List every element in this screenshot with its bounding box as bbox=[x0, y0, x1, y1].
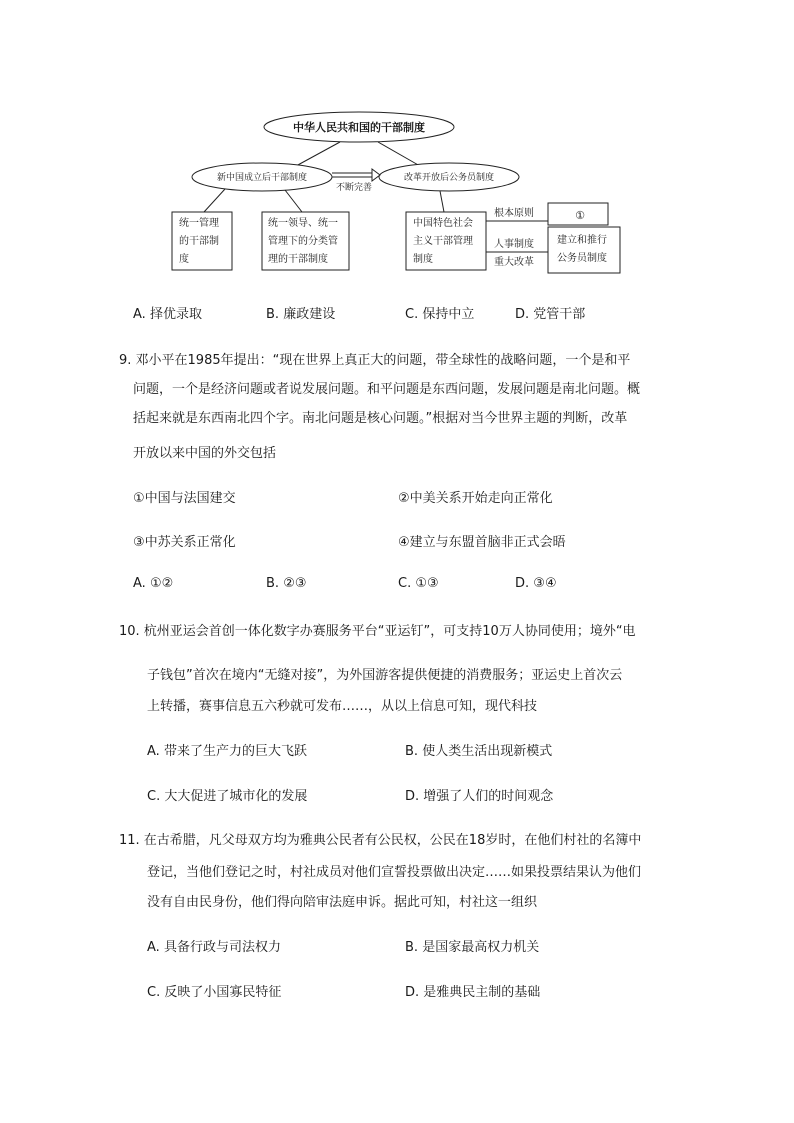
option-letter: C. bbox=[398, 576, 412, 591]
option-letter: D. bbox=[515, 307, 530, 322]
connector-left bbox=[296, 142, 340, 166]
q9-line: 9. 邓小平在1985年提出：“现在世界上真正大的问题，带全球性的战略问题，一个是和平 bbox=[119, 353, 631, 368]
reform-label-1: 人事制度 bbox=[494, 239, 534, 250]
connector-right bbox=[378, 142, 420, 166]
box2-text bbox=[268, 215, 338, 269]
principle-label: 根本原则 bbox=[494, 208, 534, 219]
connector-box2 bbox=[285, 190, 302, 212]
q10-line: 10. 杭州亚运会首创一体化数字办赛服务平台“亚运钉”，可支持10万人协同使用；境外“电 bbox=[119, 624, 636, 639]
q11-line: 没有自由民身份，他们得向陪审法庭申诉。据此可知，村社这一组织 bbox=[147, 895, 538, 910]
option-letter: C. bbox=[405, 307, 419, 322]
left-ellipse-label: 新中国成立后干部制度 bbox=[216, 173, 308, 183]
option-text: ①② bbox=[149, 576, 174, 591]
q11-line: 11. 在古希腊，凡父母双方均为雅典公民者有公民权，公民在18岁时，在他们村社的名簿中 bbox=[119, 833, 642, 848]
option-letter: A. bbox=[133, 576, 146, 591]
box2-line: 理的干部制度 bbox=[268, 254, 328, 265]
option-letter: A. bbox=[133, 307, 146, 322]
top-ellipse-label: 中华人民共和国的干部制度 bbox=[293, 121, 425, 134]
q9-option-a[interactable] bbox=[133, 576, 173, 591]
q9-option-b[interactable] bbox=[266, 576, 307, 591]
box3-line: 主义干部管理 bbox=[413, 236, 473, 247]
q9-item: ④建立与东盟首脑非正式会晤 bbox=[398, 535, 566, 550]
q8-option-b[interactable] bbox=[266, 303, 335, 322]
option-letter: B. bbox=[405, 744, 419, 759]
connector-box3 bbox=[440, 191, 444, 212]
box3-line: 制度 bbox=[413, 254, 433, 265]
arrow-head bbox=[372, 169, 380, 181]
option-letter: D. bbox=[405, 789, 420, 804]
option-text: 大大促进了城市化的发展 bbox=[164, 789, 308, 804]
box1-line: 度 bbox=[179, 254, 189, 265]
option-text: ③④ bbox=[533, 576, 557, 591]
reform-label-2: 重大改革 bbox=[494, 257, 534, 268]
option-letter: B. bbox=[266, 576, 280, 591]
q8-option-a[interactable] bbox=[133, 303, 202, 322]
option-letter: D. bbox=[515, 576, 530, 591]
q10-line: 子钱包”首次在境内“无缝对接”，为外国游客提供便捷的消费服务；亚运史上首次云 bbox=[147, 668, 623, 683]
option-text: 是雅典民主制的基础 bbox=[423, 985, 541, 1000]
option-letter: A. bbox=[147, 940, 160, 955]
q9-option-c[interactable] bbox=[398, 576, 439, 591]
q10-option-b[interactable] bbox=[405, 740, 552, 759]
option-text: 廉政建设 bbox=[283, 307, 336, 322]
arrow-label: 不断完善 bbox=[335, 183, 373, 193]
option-text: ①③ bbox=[415, 576, 439, 591]
blank-box-label: ① bbox=[575, 209, 585, 222]
box1-line: 统一管理 bbox=[179, 218, 219, 229]
q11-option-a[interactable] bbox=[147, 936, 281, 955]
option-letter: D. bbox=[405, 985, 420, 1000]
q11-option-d[interactable] bbox=[405, 981, 540, 1000]
q11-option-b[interactable] bbox=[405, 936, 539, 955]
option-text: 择优录取 bbox=[149, 307, 202, 322]
right-ellipse-label: 改革开放后公务员制度 bbox=[403, 173, 495, 183]
box2-line: 统一领导、统一 bbox=[268, 218, 338, 229]
option-text: ②③ bbox=[283, 576, 307, 591]
box-civil-line: 公务员制度 bbox=[557, 253, 607, 264]
q9-line: 括起来就是东西南北四个字。南北问题是核心问题。”根据对当今世界主题的判断，改革 bbox=[133, 411, 628, 426]
cadre-system-diagram bbox=[0, 0, 794, 290]
option-text: 党管干部 bbox=[533, 307, 586, 322]
diagram-lines bbox=[0, 0, 794, 290]
box-civil-line: 建立和推行 bbox=[557, 235, 607, 246]
q9-option-d[interactable] bbox=[515, 576, 557, 591]
q11-line: 登记，当他们登记之时，村社成员对他们宣誓投票做出决定……如果投票结果认为他们 bbox=[147, 865, 642, 880]
box-civil-text bbox=[557, 232, 607, 268]
q8-option-c[interactable] bbox=[405, 303, 474, 322]
box3-line: 中国特色社会 bbox=[413, 218, 473, 229]
box3-text bbox=[413, 215, 473, 269]
option-text: 使人类生活出现新模式 bbox=[422, 744, 553, 759]
q9-item: ③中苏关系正常化 bbox=[133, 535, 236, 550]
q10-option-a[interactable] bbox=[147, 740, 307, 759]
q8-option-d[interactable] bbox=[515, 303, 585, 322]
q9-item: ①中国与法国建交 bbox=[133, 491, 236, 506]
q9-line: 问题，一个是经济问题或者说发展问题。和平问题是东西问题，发展问题是南北问题。概 bbox=[133, 382, 641, 397]
box2-line: 管理下的分类管 bbox=[268, 236, 338, 247]
option-letter: C. bbox=[147, 789, 161, 804]
option-letter: B. bbox=[405, 940, 419, 955]
option-text: 保持中立 bbox=[422, 307, 475, 322]
box1-line: 的干部制 bbox=[179, 236, 219, 247]
q10-option-d[interactable] bbox=[405, 785, 553, 804]
q9-line: 开放以来中国的外交包括 bbox=[133, 446, 277, 461]
option-text: 增强了人们的时间观念 bbox=[423, 789, 554, 804]
q10-option-c[interactable] bbox=[147, 785, 307, 804]
option-text: 是国家最高权力机关 bbox=[422, 940, 540, 955]
q11-option-c[interactable] bbox=[147, 981, 281, 1000]
box1-text bbox=[179, 215, 219, 269]
option-text: 反映了小国寡民特征 bbox=[164, 985, 282, 1000]
option-text: 具备行政与司法权力 bbox=[163, 940, 281, 955]
q9-item: ②中美关系开始走向正常化 bbox=[398, 491, 553, 506]
option-letter: B. bbox=[266, 307, 280, 322]
option-letter: C. bbox=[147, 985, 161, 1000]
connector-box1 bbox=[204, 189, 225, 212]
option-letter: A. bbox=[147, 744, 160, 759]
option-text: 带来了生产力的巨大飞跃 bbox=[163, 744, 307, 759]
q10-line: 上转播，赛事信息五六秒就可发布……，从以上信息可知，现代科技 bbox=[147, 699, 538, 714]
